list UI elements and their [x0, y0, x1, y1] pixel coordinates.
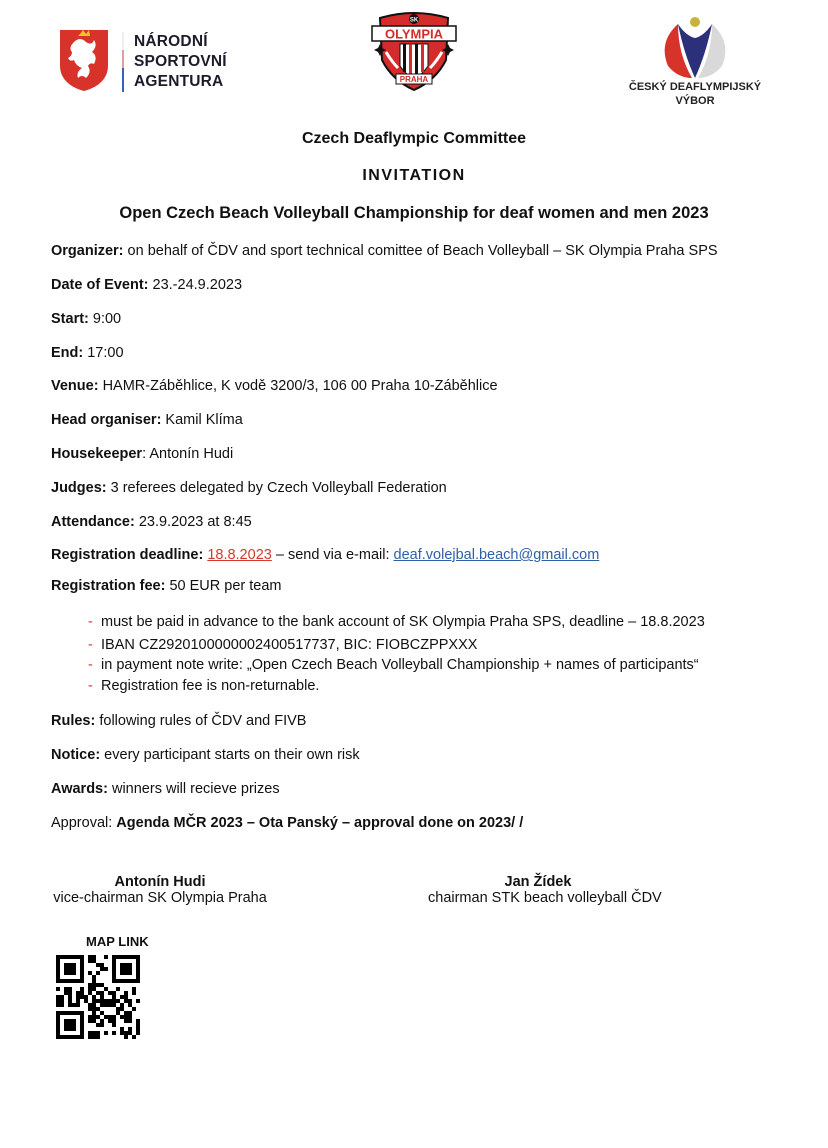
bullet-text: IBAN CZ2920100000002400517737, BIC: FIOBCZPPXXX — [101, 637, 478, 653]
olympia-name-text: OLYMPIA — [384, 26, 444, 42]
sk-olympia-praha-logo — [366, 10, 462, 92]
end-line — [51, 345, 124, 361]
nsa-line-2: SPORTOVNÍ — [134, 53, 227, 70]
venue-line — [51, 378, 498, 394]
bullet-dash: - — [88, 657, 93, 673]
nsa-line-3: AGENTURA — [134, 73, 224, 90]
bullet-text: Registration fee is non-returnable. — [101, 678, 320, 694]
signature-name: Antonín Hudi — [114, 874, 206, 890]
venue-label: Venue: — [51, 378, 99, 394]
awards-line — [51, 781, 280, 797]
map-link-label: MAP LINK — [86, 934, 149, 949]
olympia-shield-icon — [366, 10, 462, 92]
signature-block — [40, 874, 280, 906]
invitation-heading: INVITATION — [362, 167, 466, 184]
attendance-value: 23.9.2023 at 8:45 — [134, 514, 252, 530]
judges-value: 3 referees delegated by Czech Volleyball Federation — [106, 480, 447, 496]
map-qr-code[interactable] — [56, 955, 140, 1039]
end-label: End: — [51, 345, 84, 361]
date-line — [51, 277, 242, 293]
signature-role: vice-chairman SK Olympia Praha — [53, 890, 267, 906]
start-value: 9:00 — [88, 311, 122, 327]
approval-line — [51, 815, 523, 831]
rules-value: following rules of ČDV and FIVB — [95, 713, 307, 729]
committee-heading: Czech Deaflympic Committee — [301, 130, 527, 147]
registration-deadline-text: – send via e-mail: — [271, 547, 394, 563]
notice-line — [51, 747, 360, 763]
housekeeper-value: Antonín Hudi — [146, 446, 234, 462]
olympia-praha-text: PRAHA — [399, 75, 429, 84]
attendance-label: Attendance: — [51, 514, 135, 530]
registration-deadline-line — [51, 547, 599, 563]
start-label: Start: — [51, 311, 89, 327]
approval-value: Agenda MČR 2023 – Ota Panský – approval done on 2023/ / — [116, 815, 524, 831]
cdv-logo-text — [620, 80, 770, 108]
organizer-label: Organizer: — [51, 243, 124, 259]
registration-fee-line — [51, 578, 281, 594]
head-organiser-value: Kamil Klíma — [161, 412, 243, 428]
narodni-sportovni-agentura-logo — [58, 28, 248, 98]
event-title: Open Czech Beach Volleyball Championship for deaf women and men 2023 — [119, 204, 709, 222]
signature-block — [428, 874, 662, 906]
cdv-line-1: ČESKÝ DEAFLYMPIJSKÝ — [628, 81, 762, 93]
head-organiser-line — [51, 412, 243, 428]
qr-code-icon — [56, 955, 140, 1039]
signature-name: Jan Žídek — [504, 874, 572, 890]
start-line — [51, 311, 121, 327]
date-value: 23.-24.9.2023 — [148, 277, 243, 293]
olympia-sk-text: SK — [409, 17, 419, 24]
nsa-logo-text — [134, 32, 227, 92]
registration-fee-value: 50 EUR per team — [165, 578, 282, 594]
registration-fee-label: Registration fee: — [51, 578, 166, 594]
bullet-dash: - — [88, 678, 93, 694]
notice-value: every participant starts on their own risk — [100, 747, 360, 763]
nsa-line-1: NÁRODNÍ — [134, 33, 208, 50]
awards-value: winners will recieve prizes — [107, 781, 280, 797]
cdv-line-2: VÝBOR — [675, 95, 715, 107]
registration-email-link[interactable]: deaf.volejbal.beach@gmail.com — [393, 547, 600, 563]
logo-divider — [122, 32, 124, 92]
notice-label: Notice: — [51, 747, 101, 763]
head-organiser-label: Head organiser: — [51, 412, 162, 428]
cdv-emblem-icon — [620, 14, 770, 80]
registration-deadline-date: 18.8.2023 — [207, 547, 272, 563]
bullet-dash: - — [88, 637, 93, 653]
housekeeper-colon: : — [142, 446, 147, 462]
rules-label: Rules: — [51, 713, 96, 729]
rules-line — [51, 713, 306, 729]
cesky-deaflympijsky-vybor-logo — [620, 14, 770, 110]
bullet-text: must be paid in advance to the bank account of SK Olympia Praha SPS, deadline – 18.8.2023 — [101, 614, 705, 630]
attendance-line — [51, 514, 252, 530]
judges-line — [51, 480, 447, 496]
czech-lion-coat-of-arms-icon — [58, 28, 110, 92]
housekeeper-label: Housekeeper — [51, 446, 143, 462]
end-value: 17:00 — [83, 345, 124, 361]
awards-label: Awards: — [51, 781, 108, 797]
judges-label: Judges: — [51, 480, 107, 496]
approval-label: Approval: — [51, 815, 117, 831]
organizer-value: on behalf of ČDV and sport technical comittee of Beach Volleyball – SK Olympia Praha SPS — [123, 243, 718, 259]
signature-role: chairman STK beach volleyball ČDV — [428, 890, 662, 906]
housekeeper-line — [51, 446, 233, 462]
date-label: Date of Event: — [51, 277, 149, 293]
bullet-text: in payment note write: „Open Czech Beach Volleyball Championship + names of participants“ — [101, 657, 699, 673]
venue-value: HAMR-Záběhlice, K vodě 3200/3, 106 00 Praha 10-Záběhlice — [98, 378, 498, 394]
bullet-dash: - — [88, 614, 93, 630]
organizer-line — [51, 243, 718, 259]
registration-deadline-label: Registration deadline: — [51, 547, 204, 563]
